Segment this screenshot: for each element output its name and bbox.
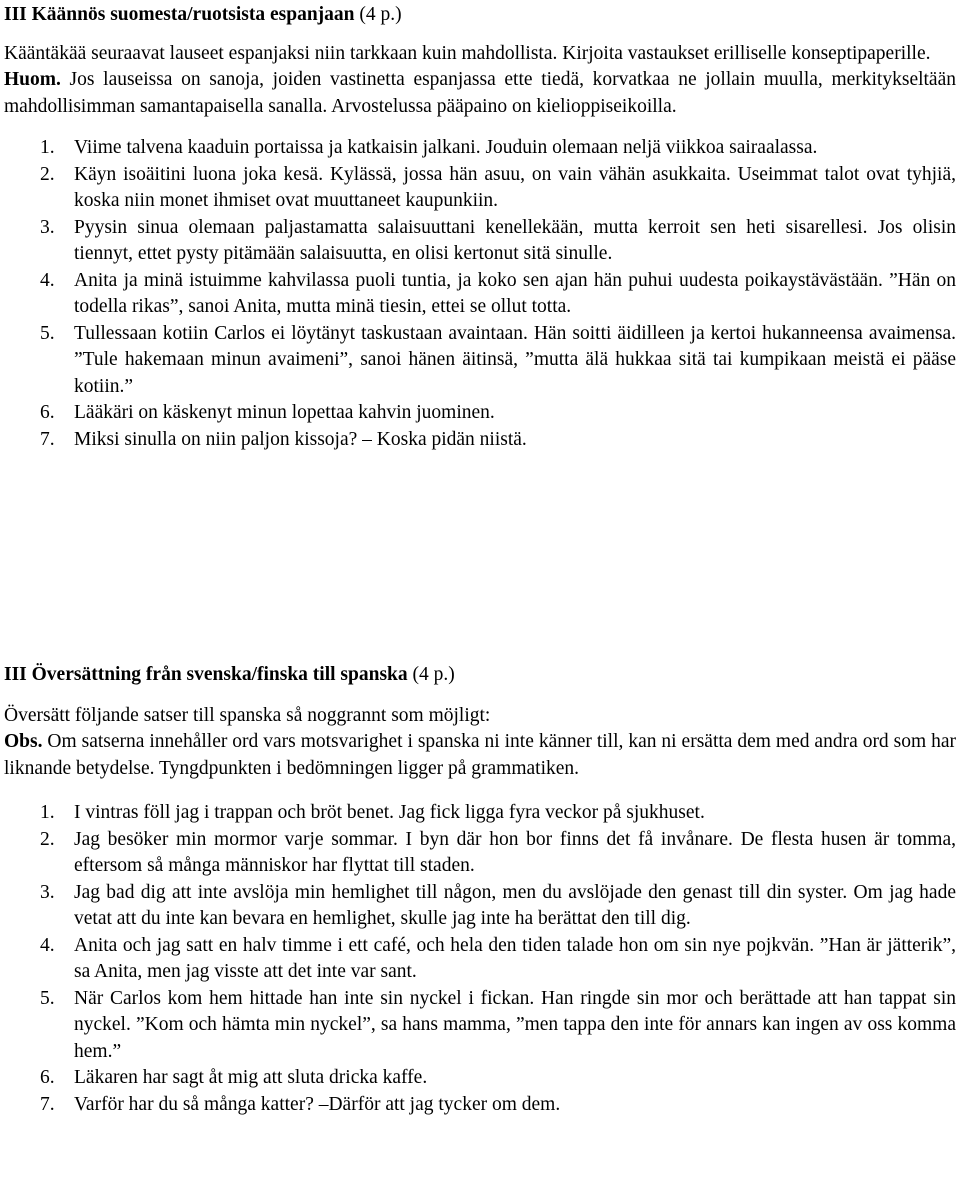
item-number: 6. — [40, 1067, 55, 1088]
swedish-section — [4, 660, 956, 1118]
item-number: 3. — [40, 216, 55, 238]
item-number: 1. — [40, 137, 55, 158]
list-item — [4, 427, 956, 454]
item-text: Anita och jag satt en halv timme i ett café, och hela den tiden talade hon om sin nye pojkvän. ”Han är jätterik”, sa Anita, men jag visste att det inte var sant. — [74, 934, 956, 982]
swedish-section-heading — [4, 660, 956, 689]
list-item — [4, 400, 956, 427]
item-text: Anita ja minä istuimme kahvilassa puoli tuntia, ja koko sen ajan hän puhui uudesta poikaystävästään. ”Hän on todella rikas”, sanoi Anita, mutta minä tiesin, ettei se ollut totta. — [74, 269, 956, 317]
item-text: Lääkäri on käskenyt minun lopettaa kahvin juominen. — [74, 402, 495, 423]
finnish-section — [4, 0, 956, 453]
finnish-note-label: Huom. — [4, 69, 61, 90]
list-item — [4, 986, 956, 1066]
item-text: När Carlos kom hem hittade han inte sin nyckel i fickan. Han ringde sin mor och berättade att han tappat sin nyckel. ”Kom och hämta min nyckel”, sa hans mamma, ”men tappa den inte för annars kan ingen av oss komma hem.” — [74, 987, 956, 1062]
list-item — [4, 880, 956, 933]
finnish-note-text: Jos lauseissa on sanoja, joiden vastinetta espanjassa ette tiedä, korvatkaa ne jollain muulla, merkitykseltään mahdollisimman samantapaisella sanalla. Arvostelussa pääpaino on kielioppiseikoilla. — [4, 69, 956, 117]
item-number: 2. — [40, 828, 55, 850]
swedish-instruction: Översätt följande satser till spanska så noggrannt som möjligt: — [4, 704, 491, 726]
swedish-note-label: Obs. — [4, 731, 43, 752]
item-number: 3. — [40, 881, 55, 903]
list-item — [4, 321, 956, 401]
list-item — [4, 1065, 956, 1092]
item-text: Viime talvena kaaduin portaissa ja katkaisin jalkani. Jouduin olemaan neljä viikkoa sairaalassa. — [74, 137, 818, 158]
item-text: Käyn isoäitini luona joka kesä. Kylässä, jossa hän asuu, on vain vähän asukkaita. Useimmat talot ovat tyhjiä, koska niin monet ihmiset ovat muuttaneet kaupunkiin. — [74, 163, 956, 211]
swedish-note — [4, 729, 956, 782]
item-number: 5. — [40, 987, 55, 1009]
swedish-sentence-list — [4, 800, 956, 1118]
list-item — [4, 1092, 956, 1119]
list-item — [4, 268, 956, 321]
list-item — [4, 827, 956, 880]
finnish-sentence-list — [4, 135, 956, 453]
list-item — [4, 215, 956, 268]
item-number: 1. — [40, 802, 55, 823]
item-text: Tullessaan kotiin Carlos ei löytänyt taskustaan avaintaan. Hän soitti äidilleen ja kertoi hukanneensa avaimensa. ”Tule hakemaan minun avaimeni”, sanoi hänen äitinsä, ”mutta älä hukkaa sitä tai kumpikaan meistä ei pääse kotiin.” — [74, 322, 956, 397]
item-number: 4. — [40, 269, 55, 291]
item-text: Jag besöker min mormor varje sommar. I byn där hon bor finns det få invånare. De flesta husen är tomma, eftersom så många människor har flyttat till staden. — [74, 828, 956, 876]
swedish-note-text: Om satserna innehåller ord vars motsvarighet i spanska ni inte känner till, kan ni ersätta dem med andra ord som har liknande betydelse. Tyngdpunkten i bedömningen ligger på grammatiken. — [4, 731, 956, 779]
list-item — [4, 162, 956, 215]
item-number: 7. — [40, 1093, 55, 1115]
item-text: Varför har du så många katter? –Därför att jag tycker om dem. — [74, 1093, 561, 1115]
list-item — [4, 800, 956, 827]
finnish-heading-title: III Käännös suomesta/ruotsista espanjaan — [4, 4, 355, 25]
item-number: 7. — [40, 428, 55, 450]
item-text: Jag bad dig att inte avslöja min hemlighet till någon, men du avslöjade den genast till din syster. Om jag hade vetat att du inte kan bevara en hemlighet, skulle jag inte ha berättat den till dig. — [74, 881, 956, 929]
list-item — [4, 933, 956, 986]
swedish-heading-title: III Översättning från svenska/finska till spanska — [4, 664, 408, 685]
finnish-instruction: Kääntäkää seuraavat lauseet espanjaksi niin tarkkaan kuin mahdollista. Kirjoita vastaukset erilliselle konseptipaperille. — [4, 42, 931, 64]
item-number: 4. — [40, 934, 55, 956]
item-number: 6. — [40, 402, 55, 423]
item-text: Läkaren har sagt åt mig att sluta dricka kaffe. — [74, 1067, 428, 1088]
finnish-heading-points: (4 p.) — [354, 4, 402, 25]
item-text: Miksi sinulla on niin paljon kissoja? – Koska pidän niistä. — [74, 428, 527, 450]
item-text: Pyysin sinua olemaan paljastamatta salaisuuttani kenellekään, mutta kerroit sen heti sisarellesi. Jos olisin tiennyt, ettet pysty pitämään salaisuutta, en olisi kertonut sitä sinulle. — [74, 216, 956, 264]
item-text: I vintras föll jag i trappan och bröt benet. Jag fick ligga fyra veckor på sjukhuset. — [74, 802, 705, 823]
document-page — [4, 0, 956, 1115]
finnish-note — [4, 67, 956, 120]
finnish-section-heading — [4, 0, 956, 29]
item-number: 2. — [40, 163, 55, 185]
list-item — [4, 135, 956, 162]
item-number: 5. — [40, 322, 55, 344]
swedish-heading-points: (4 p.) — [407, 664, 455, 685]
